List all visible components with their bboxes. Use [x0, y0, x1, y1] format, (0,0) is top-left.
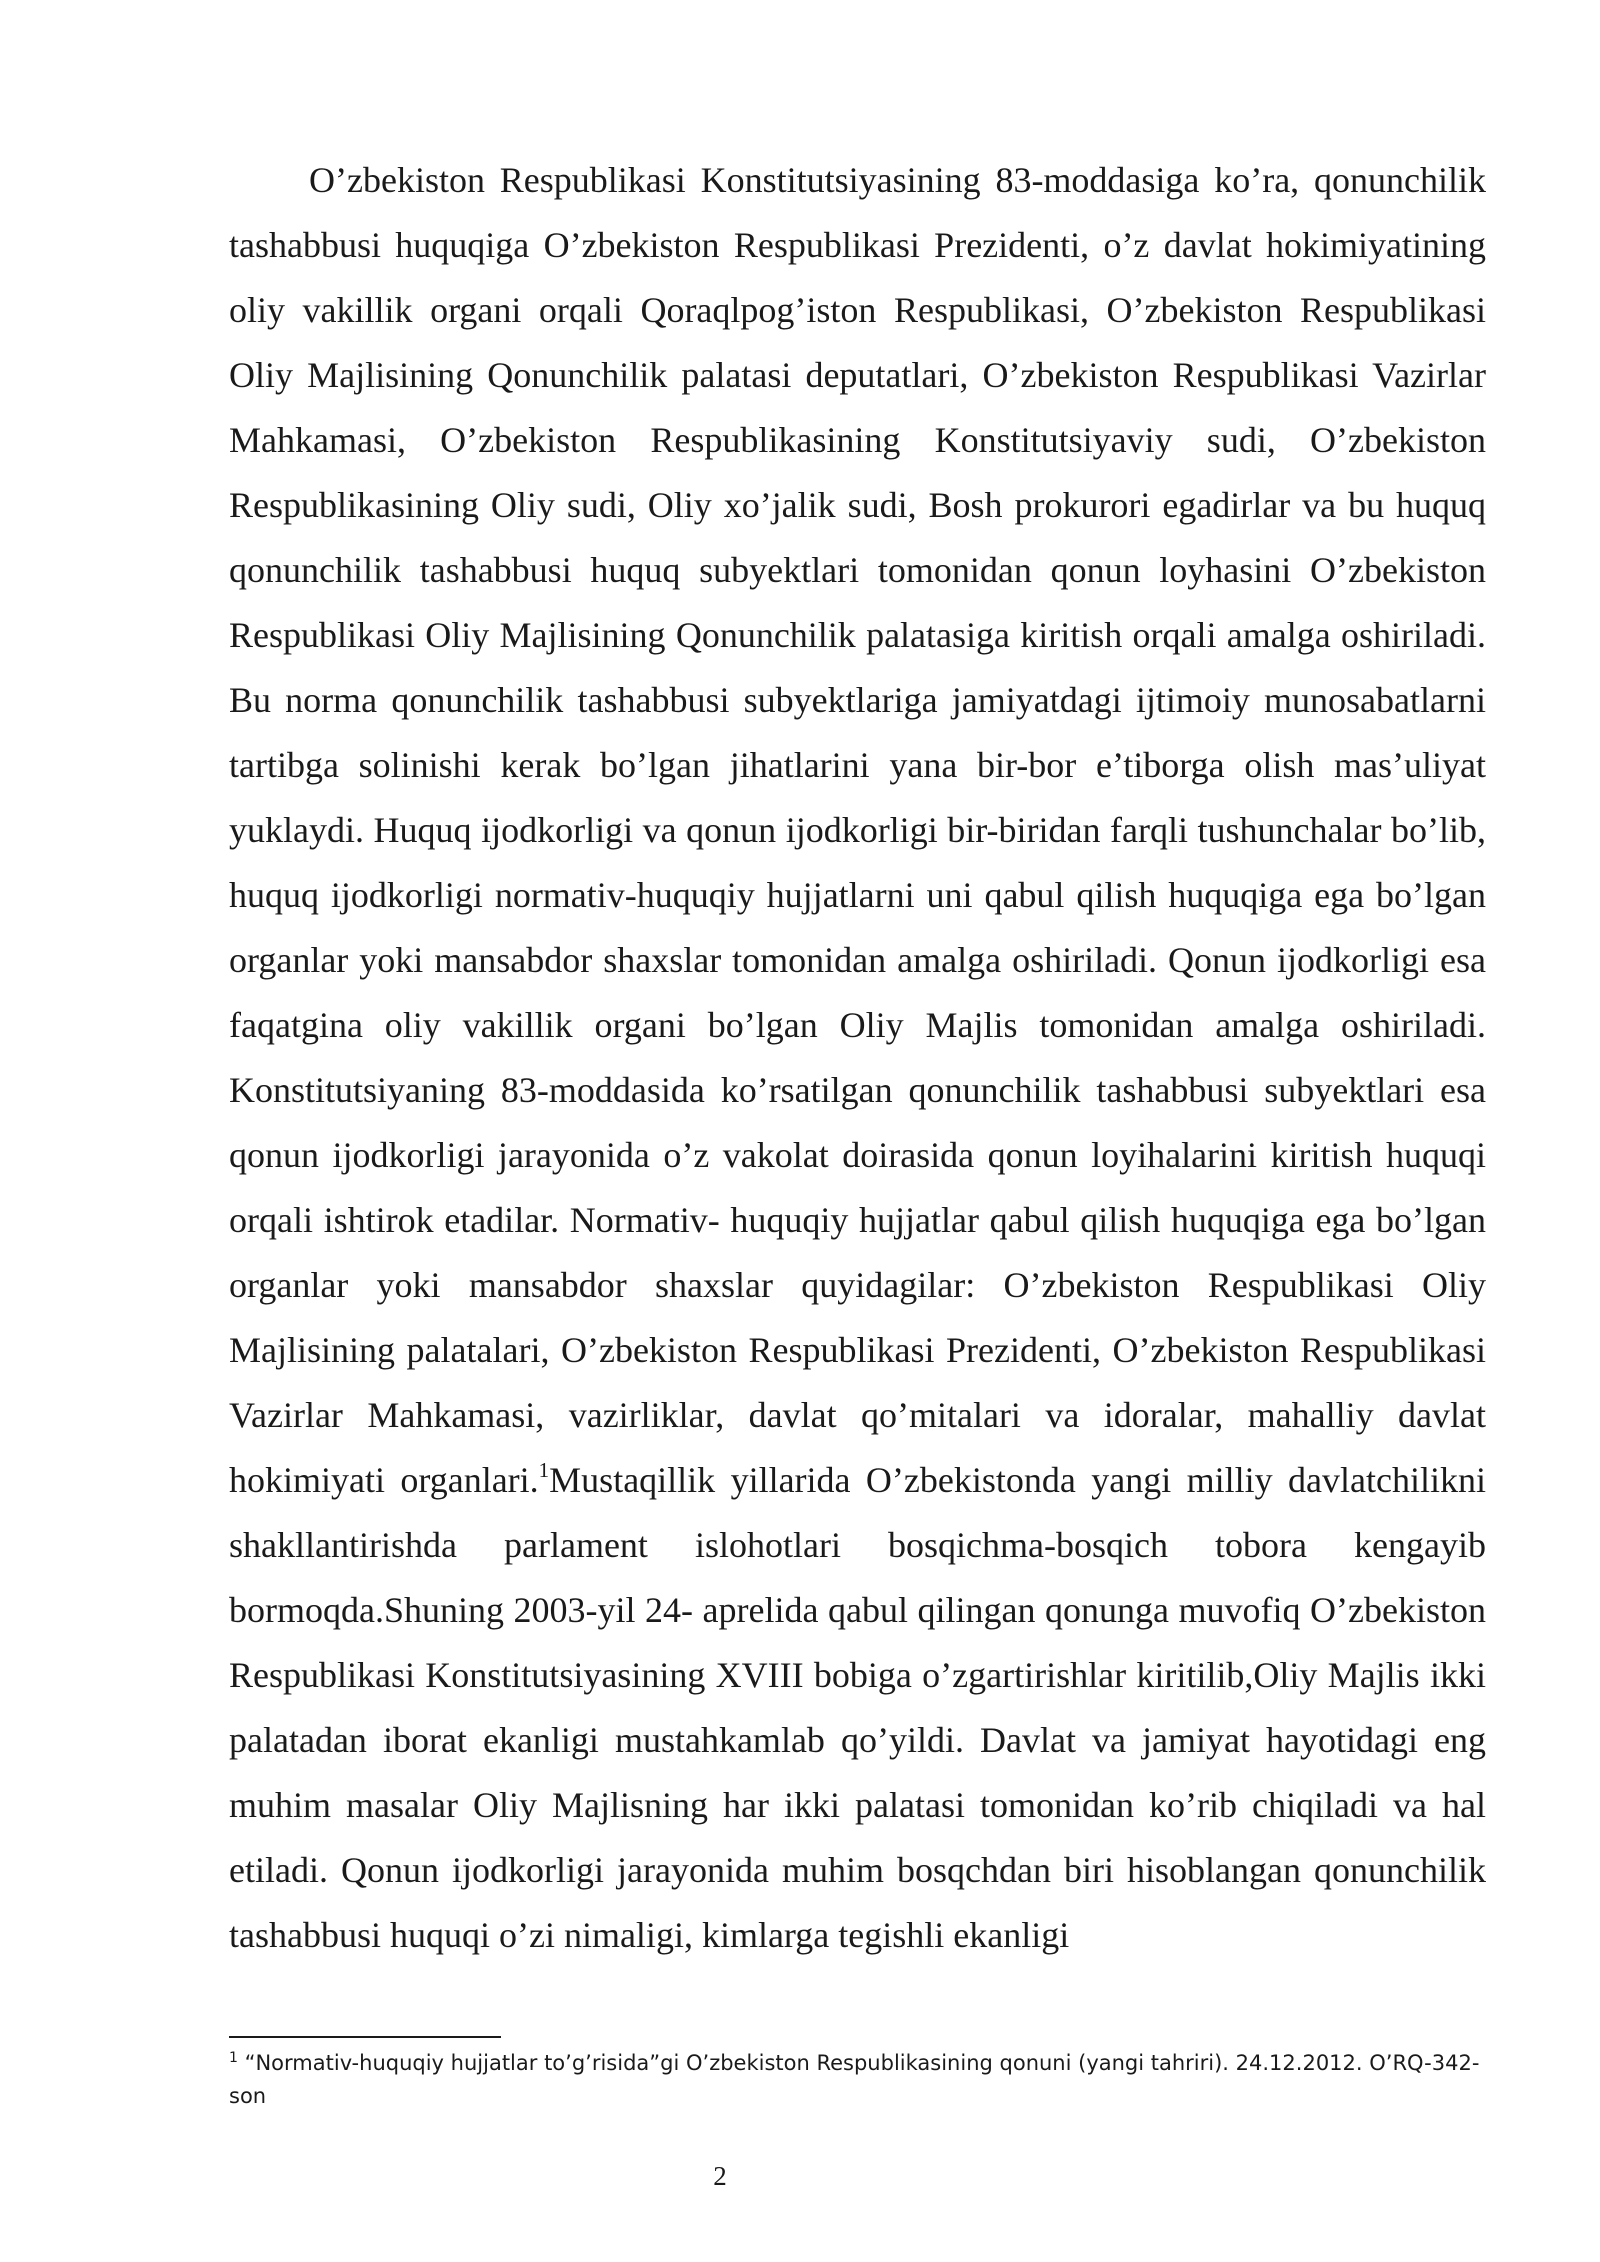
footnote	[229, 2047, 1486, 2113]
main-paragraph	[229, 148, 1486, 1968]
footnote-mark: 1	[229, 2050, 238, 2066]
page-number: 2	[713, 2161, 727, 2191]
footnote-text: “Normativ-huquqiy hujjatlar to’g’risida”gi O’zbekiston Respublikasining qonuni (yangi tahriri). 24.12.2012. O’RQ-342-son	[229, 2051, 1480, 2108]
paragraph-text-part2: Mustaqillik yillarida O’zbekistonda yangi milliy davlatchilikni shakllantirishda parlament islohotlari bosqichma-bosqich tobora kengayib bormoqda.Shuning 2003-yil 24- aprelida qabul qilingan qonunga muvofiq O’zbekiston Respublikasi Konstitutsiyasining XVIII bobiga o’zgartirishlar kiritilib,Oliy Majlis ikki palatadan iborat ekanligi mustahkamlab qo’yildi. Davlat va jamiyat hayotidagi eng muhim masalar Oliy Majlisning har ikki palatasi tomonidan ko’rib chiqiladi va hal etiladi. Qonun ijodkorligi jarayonida muhim bosqchdan biri hisoblangan qonunchilik tashabbusi huquqi o’zi nimaligi, kimlarga tegishli ekanligi	[229, 1460, 1486, 1955]
footnote-separator	[229, 2036, 501, 2038]
footnote-reference[interactable]: 1	[538, 1458, 550, 1482]
paragraph-text-part1: O’zbekiston Respublikasi Konstitutsiyasining 83-moddasiga ko’ra, qonunchilik tashabbusi huquqiga O’zbekiston Respublikasi Prezidenti, o’z davlat hokimiyatining oliy vakillik organi orqali Qoraqlpog’iston Respublikasi, O’zbekiston Respublikasi Oliy Majlisining Qonunchilik palatasi deputatlari, O’zbekiston Respublikasi Vazirlar Mahkamasi, O’zbekiston Respublikasining Konstitutsiyaviy sudi, O’zbekiston Respublikasining Oliy sudi, Oliy xo’jalik sudi, Bosh prokurori egadirlar va bu huquq qonunchilik tashabbusi huquq subyektlari tomonidan qonun loyhasini O’zbekiston Respublikasi Oliy Majlisining Qonunchilik palatasiga kiritish orqali amalga oshiriladi. Bu norma qonunchilik tashabbusi subyektlariga jamiyatdagi ijtimoiy munosabatlarni tartibga solinishi kerak bo’lgan jihatlarini yana bir-bor e’tiborga olish mas’uliyat yuklaydi. Huquq ijodkorligi va qonun ijodkorligi bir-biridan farqli tushunchalar bo’lib, huquq ijodkorligi normativ-huquqiy hujjatlarni uni qabul qilish huquqiga ega bo’lgan organlar yoki mansabdor shaxslar tomonidan amalga oshiriladi. Qonun ijodkorligi esa faqatgina oliy vakillik organi bo’lgan Oliy Majlis tomonidan amalga oshiriladi. Konstitutsiyaning 83-moddasida ko’rsatilgan qonunchilik tashabbusi subyektlari esa qonun ijodkorligi jarayonida o’z vakolat doirasida qonun loyihalarini kiritish huquqi orqali ishtirok etadilar. Normativ- huquqiy hujjatlar qabul qilish huquqiga ega bo’lgan organlar yoki mansabdor shaxslar quyidagilar: O’zbekiston Respublikasi Oliy Majlisining palatalari, O’zbekiston Respublikasi Prezidenti, O’zbekiston Respublikasi Vazirlar Mahkamasi, vazirliklar, davlat qo’mitalari va idoralar, mahalliy davlat hokimiyati organlari.	[229, 160, 1486, 1500]
